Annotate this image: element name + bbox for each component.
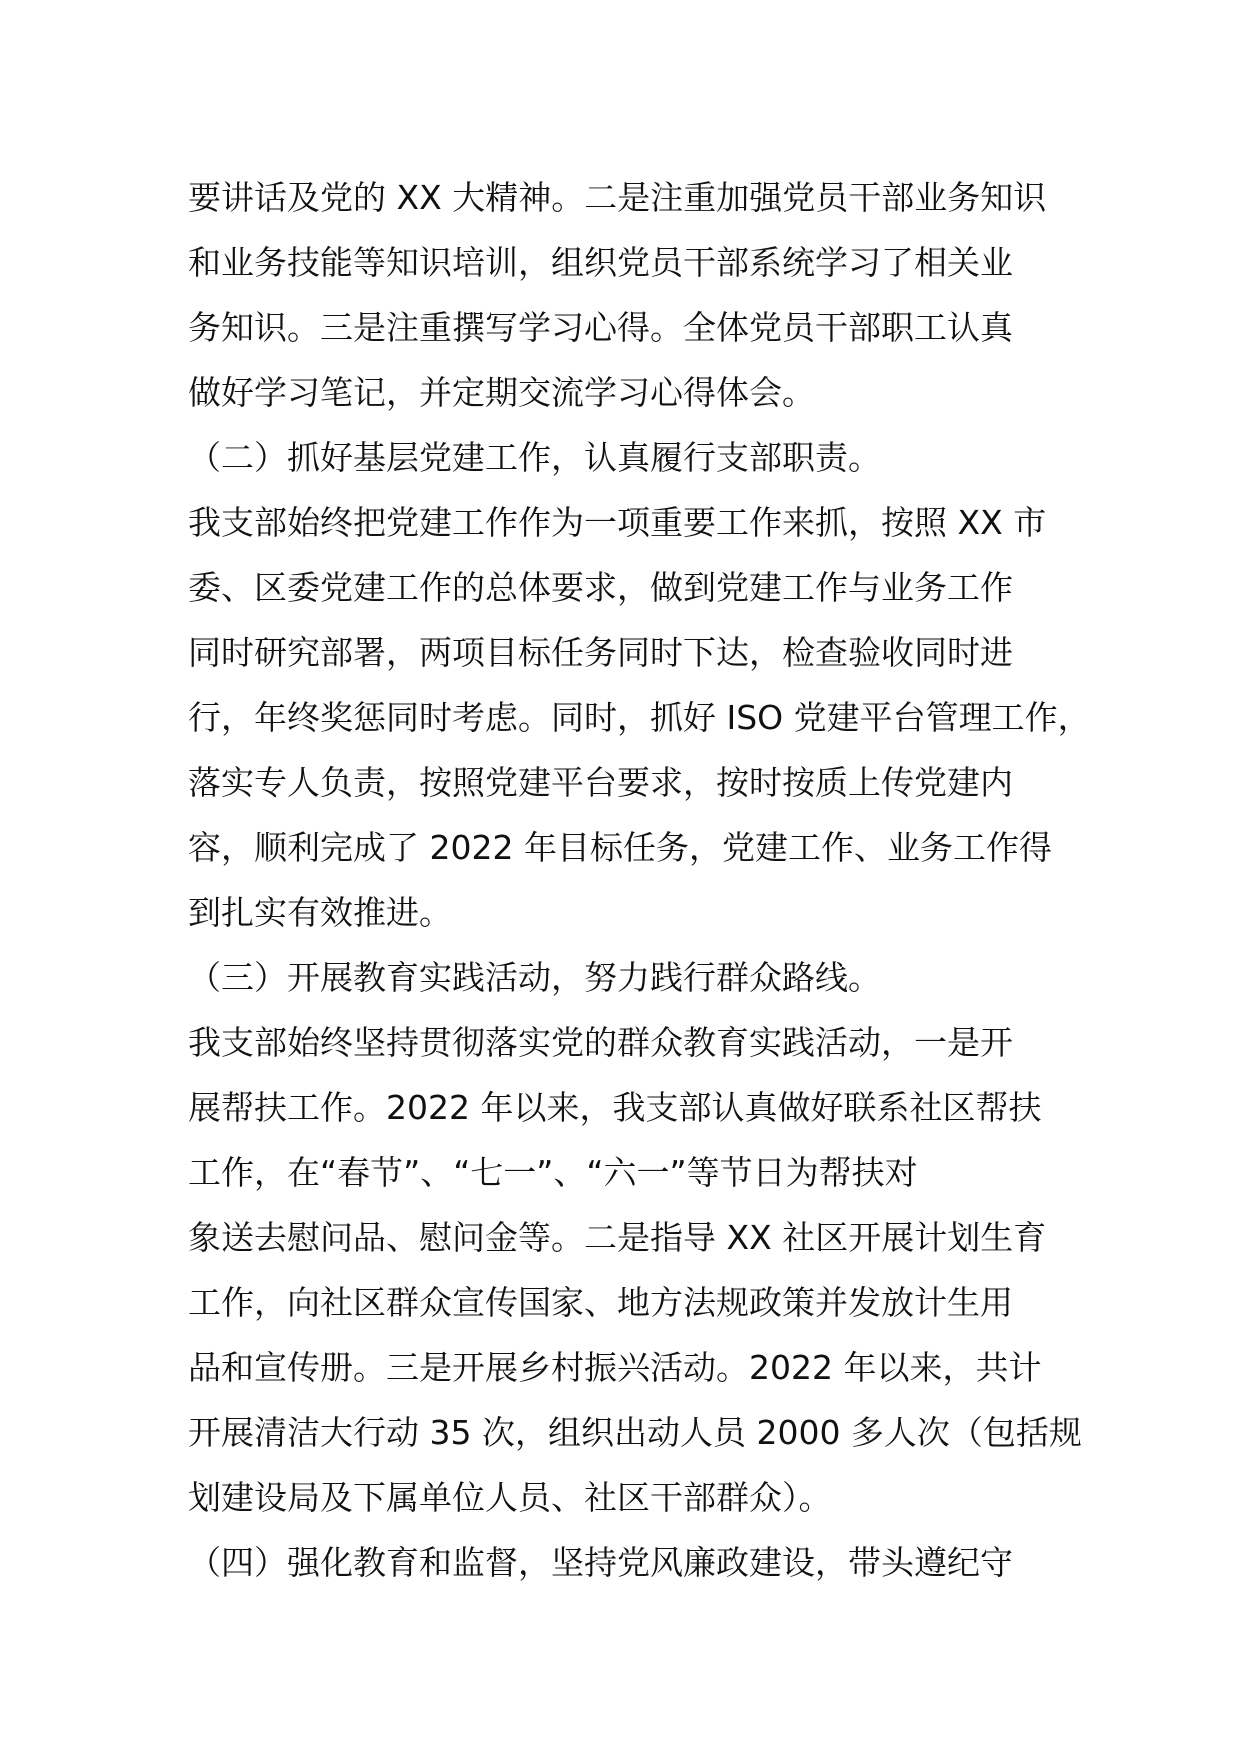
text-line: 展帮扶工作。2022 年以来，我支部认真做好联系社区帮扶 xyxy=(188,1088,1042,1127)
section-heading: （三）开展教育实践活动，努力践行群众路线。 xyxy=(188,958,881,997)
body-text xyxy=(188,165,1091,1595)
section-heading: （二）抓好基层党建工作，认真履行支部职责。 xyxy=(188,438,881,477)
text-line: 做好学习笔记，并定期交流学习心得体会。 xyxy=(188,373,815,412)
text-line: 我支部始终坚持贯彻落实党的群众教育实践活动，一是开 xyxy=(188,1023,1013,1062)
text-line: 同时研究部署，两项目标任务同时下达，检查验收同时进 xyxy=(188,633,1013,672)
section-heading: （四）强化教育和监督，坚持党风廉政建设，带头遵纪守 xyxy=(188,1543,1013,1582)
text-line: 要讲话及党的 XX 大精神。二是注重加强党员干部业务知识 xyxy=(188,178,1047,217)
text-line: 工作，向社区群众宣传国家、地方法规政策并发放计生用 xyxy=(188,1283,1013,1322)
text-line: 委、区委党建工作的总体要求，做到党建工作与业务工作 xyxy=(188,568,1013,607)
text-line: 品和宣传册。三是开展乡村振兴活动。2022 年以来，共计 xyxy=(188,1348,1042,1387)
text-line: 行，年终奖惩同时考虑。同时，抓好 ISO 党建平台管理工作， xyxy=(188,698,1091,737)
text-line: 和业务技能等知识培训，组织党员干部系统学习了相关业 xyxy=(188,243,1013,282)
text-line: 象送去慰问品、慰问金等。二是指导 XX 社区开展计划生育 xyxy=(188,1218,1047,1257)
text-line: 务知识。三是注重撰写学习心得。全体党员干部职工认真 xyxy=(188,308,1013,347)
text-line: 开展清洁大行动 35 次，组织出动人员 2000 多人次（包括规 xyxy=(188,1413,1082,1452)
text-line: 容，顺利完成了 2022 年目标任务，党建工作、业务工作得 xyxy=(188,828,1052,867)
text-line: 落实专人负责，按照党建平台要求，按时按质上传党建内 xyxy=(188,763,1013,802)
text-line: 到扎实有效推进。 xyxy=(188,893,452,932)
text-line: 划建设局及下属单位人员、社区干部群众）。 xyxy=(188,1478,832,1517)
text-line: 工作，在“春节”、“七一”、“六一”等节日为帮扶对 xyxy=(188,1153,918,1192)
text-line: 我支部始终把党建工作作为一项重要工作来抓，按照 XX 市 xyxy=(188,503,1047,542)
